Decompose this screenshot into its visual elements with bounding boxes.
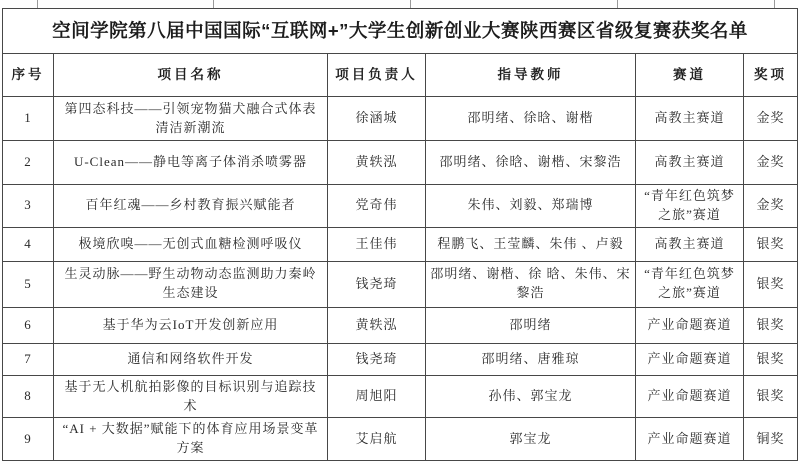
cell-teachers: 邵明绪、徐晗、谢楷: [426, 97, 636, 141]
table-row: [3, 141, 798, 185]
cell-no: 5: [3, 261, 54, 307]
cell-no: 3: [3, 185, 54, 228]
cropped-row-tick: [774, 0, 775, 8]
cell-teachers: 程鹏飞、王莹麟、朱伟 、卢毅: [426, 227, 636, 261]
title-row: [3, 9, 798, 54]
cell-project: 生灵动脉——野生动物动态监测助力秦岭生态建设: [54, 261, 328, 307]
cell-project: 通信和网络软件开发: [54, 343, 328, 375]
header-teachers: 指导教师: [426, 54, 636, 97]
cell-award: 银奖: [744, 227, 798, 261]
cell-teachers: 朱伟、刘毅、郑瑞博: [426, 185, 636, 228]
cell-teachers: 孙伟、郭宝龙: [426, 375, 636, 418]
cell-leader: 周旭阳: [328, 375, 426, 418]
table-row: [3, 307, 798, 343]
cell-award: 银奖: [744, 343, 798, 375]
cell-track: 高教主赛道: [636, 97, 744, 141]
cropped-row-tick: [213, 0, 214, 8]
table-row: [3, 418, 798, 461]
cell-project: “AI + 大数据”赋能下的体育应用场景变革方案: [54, 418, 328, 461]
table-body: [3, 97, 798, 461]
cell-award: 金奖: [744, 141, 798, 185]
table-row: [3, 185, 798, 228]
cell-leader: 党奇伟: [328, 185, 426, 228]
header-award: 奖项: [744, 54, 798, 97]
cell-leader: 钱尧琦: [328, 261, 426, 307]
cell-project: 极境欣嗅——无创式血糖检测呼吸仪: [54, 227, 328, 261]
cell-track: 高教主赛道: [636, 141, 744, 185]
cell-leader: 钱尧琦: [328, 343, 426, 375]
cell-track: 产业命题赛道: [636, 418, 744, 461]
table-row: [3, 227, 798, 261]
cell-no: 6: [3, 307, 54, 343]
cropped-row-tick: [617, 0, 618, 8]
cell-leader: 徐涵城: [328, 97, 426, 141]
cell-track: 产业命题赛道: [636, 375, 744, 418]
cell-project: 基于华为云IoT开发创新应用: [54, 307, 328, 343]
table-head: [3, 9, 798, 97]
cell-award: 金奖: [744, 97, 798, 141]
cell-leader: 艾启航: [328, 418, 426, 461]
cell-no: 8: [3, 375, 54, 418]
awards-table: [2, 8, 798, 461]
table-row: [3, 375, 798, 418]
table-row: [3, 343, 798, 375]
cell-teachers: 邵明绪、徐晗、谢楷、宋黎浩: [426, 141, 636, 185]
cell-track: “青年红色筑梦之旅”赛道: [636, 261, 744, 307]
cell-no: 1: [3, 97, 54, 141]
cell-teachers: 邵明绪、唐雅琼: [426, 343, 636, 375]
cell-no: 7: [3, 343, 54, 375]
cell-track: 高教主赛道: [636, 227, 744, 261]
cropped-row-tick: [37, 0, 38, 8]
header-project: 项目名称: [54, 54, 328, 97]
cropped-row-tick: [410, 0, 411, 8]
cell-project: U-Clean——静电等离子体消杀喷雾器: [54, 141, 328, 185]
cell-award: 银奖: [744, 261, 798, 307]
cell-no: 4: [3, 227, 54, 261]
header-no: 序号: [3, 54, 54, 97]
cell-award: 金奖: [744, 185, 798, 228]
cell-leader: 黄轶泓: [328, 307, 426, 343]
cell-track: 产业命题赛道: [636, 343, 744, 375]
cell-project: 第四态科技——引领宠物猫犬融合式体表清洁新潮流: [54, 97, 328, 141]
cell-teachers: 邵明绪、谢楷、徐 晗、朱伟、宋黎浩: [426, 261, 636, 307]
header-row: [3, 54, 798, 97]
header-leader: 项目负责人: [328, 54, 426, 97]
cell-leader: 黄轶泓: [328, 141, 426, 185]
cell-no: 2: [3, 141, 54, 185]
cell-leader: 王佳伟: [328, 227, 426, 261]
cell-track: 产业命题赛道: [636, 307, 744, 343]
cell-project: 百年红魂——乡村教育振兴赋能者: [54, 185, 328, 228]
document-title: 空间学院第八届中国国际“互联网+”大学生创新创业大赛陕西赛区省级复赛获奖名单: [3, 9, 798, 54]
table-row: [3, 261, 798, 307]
cell-project: 基于无人机航拍影像的目标识别与追踪技术: [54, 375, 328, 418]
header-track: 赛道: [636, 54, 744, 97]
cell-teachers: 郭宝龙: [426, 418, 636, 461]
cell-award: 银奖: [744, 375, 798, 418]
cell-award: 银奖: [744, 307, 798, 343]
table-row: [3, 97, 798, 141]
cell-no: 9: [3, 418, 54, 461]
cell-track: “青年红色筑梦之旅”赛道: [636, 185, 744, 228]
cell-award: 铜奖: [744, 418, 798, 461]
cell-teachers: 邵明绪: [426, 307, 636, 343]
